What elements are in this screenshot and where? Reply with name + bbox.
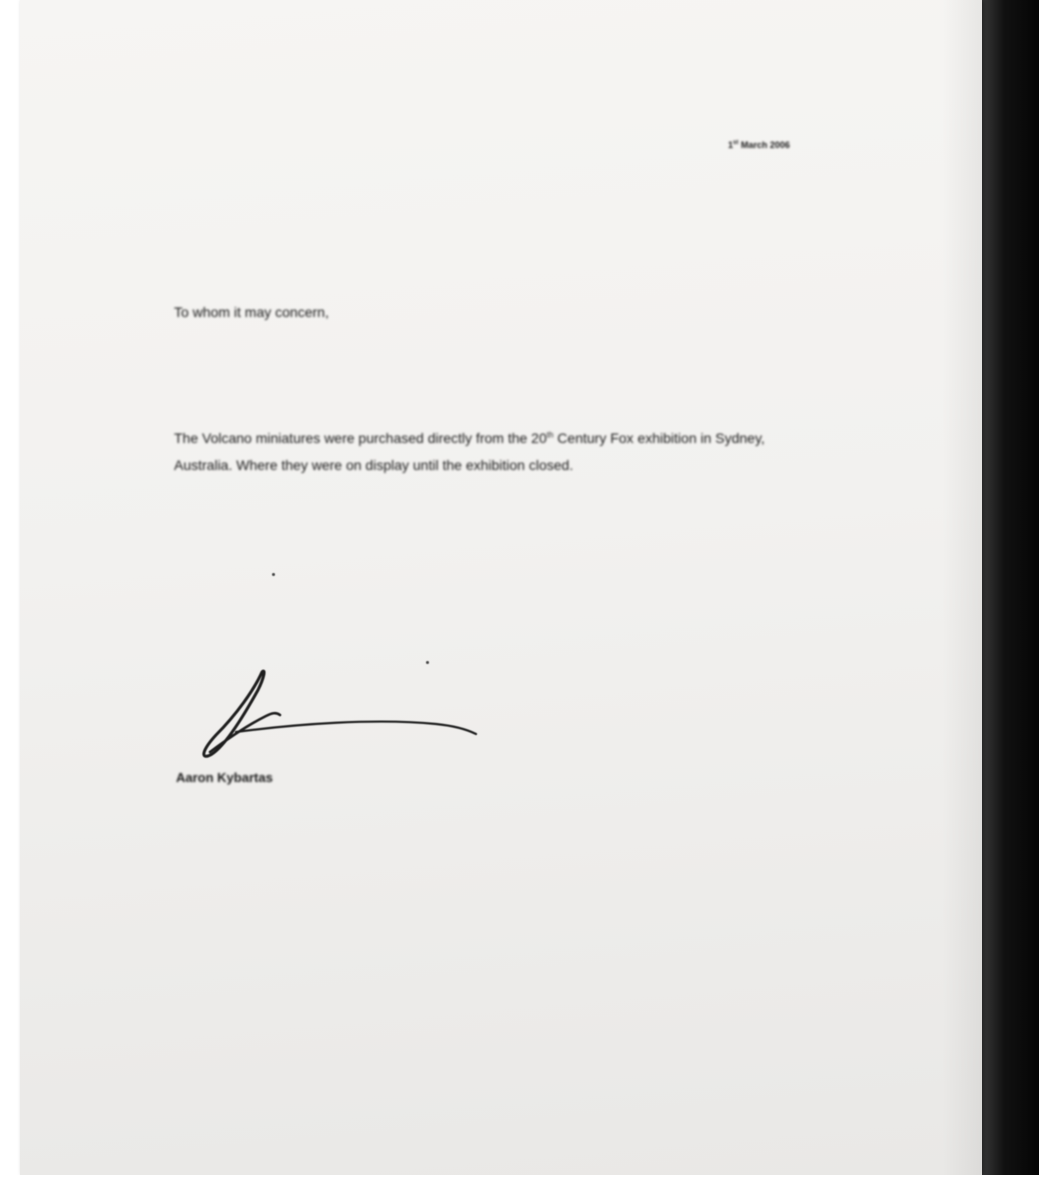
letter-date <box>728 140 790 150</box>
paper-speck <box>272 573 275 576</box>
date-day: 1 <box>728 140 734 150</box>
dark-background-edge <box>981 0 1039 1200</box>
letter-body <box>174 425 794 479</box>
date-month-year: March 2006 <box>740 140 790 150</box>
body-ordinal: th <box>546 430 554 440</box>
body-text-start: The Volcano miniatures were purchased directly from the 20 <box>174 430 547 446</box>
letter-sheet <box>20 0 982 1175</box>
paper-speck <box>426 661 429 664</box>
handwritten-signature-icon <box>176 660 496 770</box>
salutation: To whom it may concern, <box>174 304 329 320</box>
sheet-shadow <box>942 0 982 1175</box>
date-ordinal: st <box>733 140 739 146</box>
body-text-end: Century Fox exhibition in Sydney, Australia. Where they were on display until the exhibition closed. <box>174 430 765 473</box>
bottom-border <box>0 1175 1039 1200</box>
signer-name: Aaron Kybartas <box>176 770 273 785</box>
